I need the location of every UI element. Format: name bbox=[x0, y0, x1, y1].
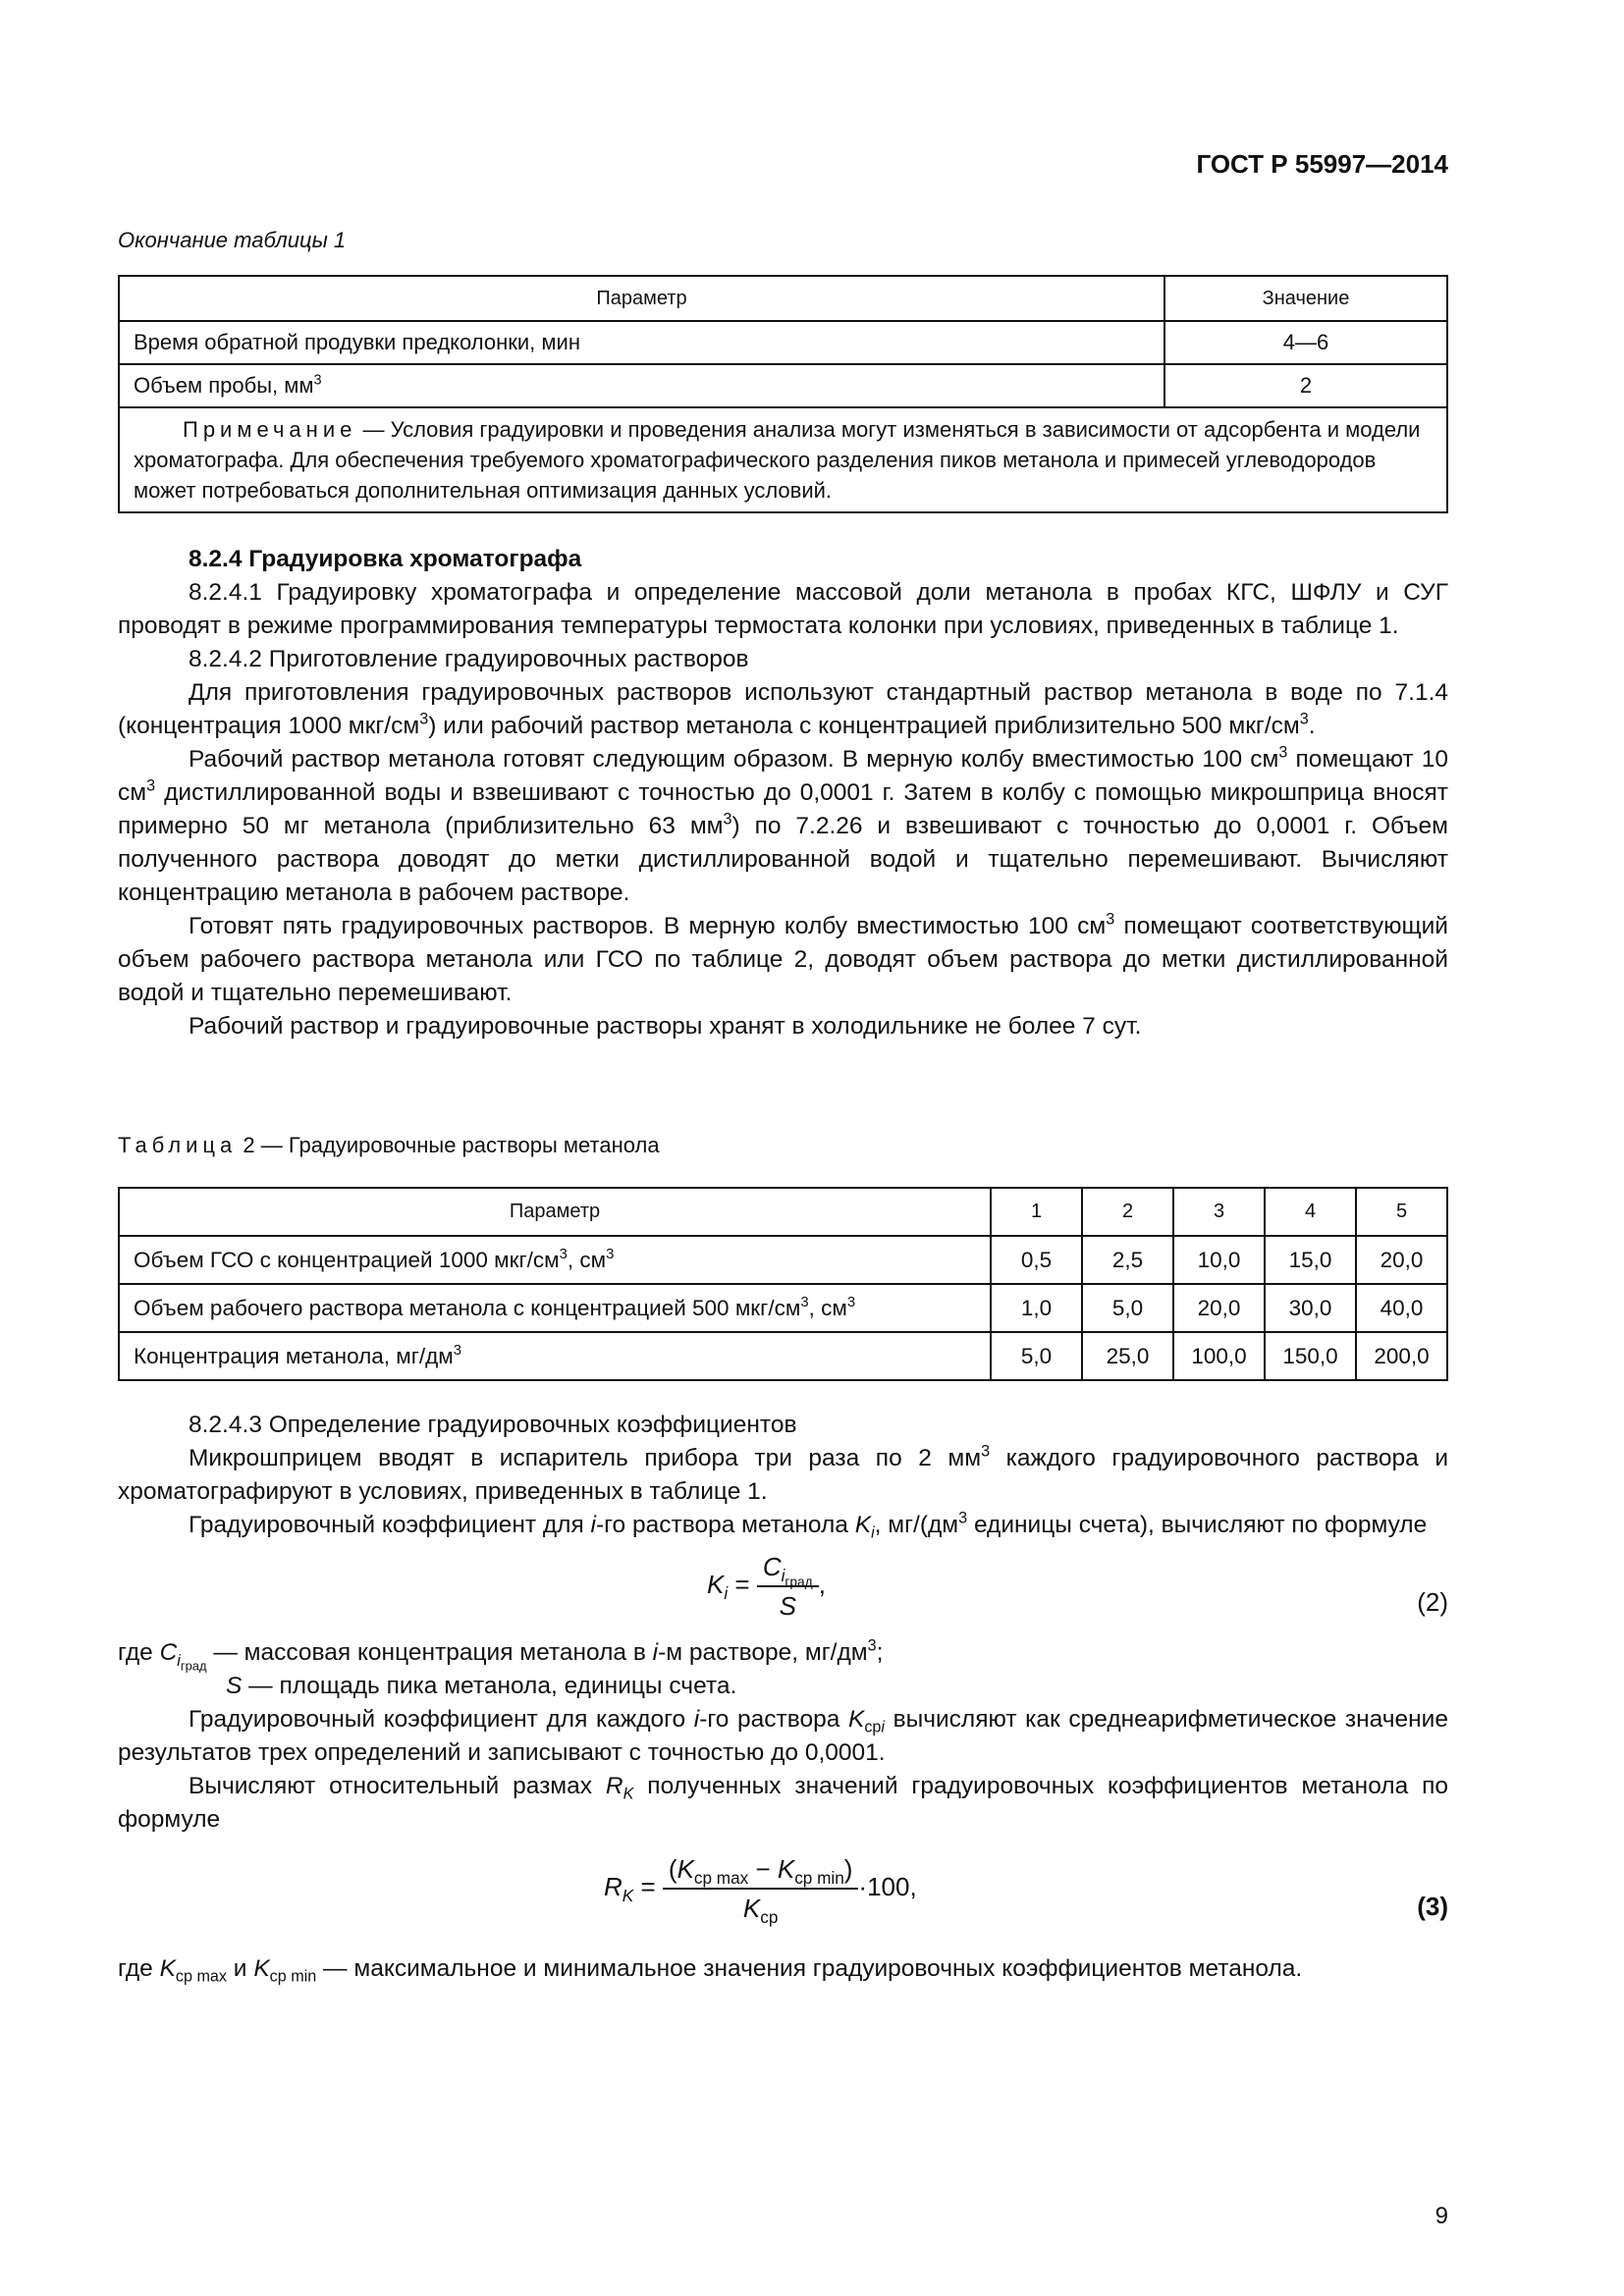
table2-cell: 5,0 bbox=[1082, 1284, 1173, 1332]
table2-cell: 2,5 bbox=[1082, 1236, 1173, 1284]
table2-cell: 20,0 bbox=[1173, 1284, 1265, 1332]
paragraph: 8.2.4.2 Приготовление градуировочных растворов bbox=[189, 646, 749, 672]
table1-continuation-label: Окончание таблицы 1 bbox=[118, 228, 347, 252]
table2-header-col: 4 bbox=[1265, 1188, 1356, 1236]
where-clause: где $K_{ср max}$ и $K_{ср min}$ — максимальное и минимальное значения градуировочных коэффициентов метанола. bbox=[118, 1955, 1303, 1986]
equation-number: (2) bbox=[1417, 1587, 1448, 1617]
table1-note bbox=[119, 407, 1447, 512]
table1-cell-param: Время обратной продувки предколонки, мин bbox=[119, 321, 1164, 364]
table2-row-label: Концентрация метанола, $мг/дм^3$ bbox=[119, 1332, 991, 1380]
table2-header-param: Параметр bbox=[119, 1188, 991, 1236]
table2-cell: 20,0 bbox=[1356, 1236, 1447, 1284]
paragraph: Рабочий раствор и градуировочные растворы хранят в холодильнике не более 7 сут. bbox=[189, 1013, 1142, 1040]
table-row bbox=[119, 1236, 1447, 1284]
table2-cell: 1,0 bbox=[991, 1284, 1082, 1332]
table2-cell: 5,0 bbox=[991, 1332, 1082, 1380]
paragraph: Градуировочный коэффициент для каждого i-го раствора $K_{срi}$ вычисляют как среднеарифметическое значение результатов трех определений и записывают с точностью до 0,0001. bbox=[118, 1706, 1448, 1766]
paragraph: Готовят пять градуировочных растворов. В мерную колбу вместимостью 100 $см^3$ помещают соответствующий объем рабочего раствора метанола или ГСО по таблице 2, доводят объем раствора до метки дистиллированной водой и тщательно перемешивают. bbox=[118, 910, 1448, 1006]
where-clause: S — площадь пика метанола, единицы счета. bbox=[226, 1673, 737, 1699]
table1-cell-value: 2 bbox=[1164, 364, 1447, 407]
table2-cell: 200,0 bbox=[1356, 1332, 1447, 1380]
paragraph: Вычисляют относительный размах $R_K$ полученных значений градуировочных коэффициентов метанола по формуле bbox=[118, 1773, 1448, 1833]
table2-header-col: 3 bbox=[1173, 1188, 1265, 1236]
fraction: $\frac{C_{i_{град}}}{S}$ bbox=[757, 1550, 819, 1623]
calibration-coefficients-section bbox=[118, 1409, 1448, 1986]
formula-3: $R_K$ = $\frac{(K_{ср max} - K_{ср min})}{K_{ср}}$ ·100, (3) bbox=[604, 1854, 1448, 1927]
table1-header-row bbox=[119, 276, 1447, 321]
fraction: $\frac{(K_{ср max} - K_{ср min})}{K_{ср}}$ bbox=[663, 1852, 859, 1925]
table1-header-value: Значение bbox=[1164, 276, 1447, 321]
table2-row-label: Объем ГСО с концентрацией 1000 мкг/$см^3$, $см^3$ bbox=[119, 1236, 991, 1284]
page-number: 9 bbox=[1435, 2203, 1448, 2229]
paragraph: Микрошприцем вводят в испаритель прибора три раза по 2 $мм^3$ каждого градуировочного раствора и хроматографируют в условиях, приведенных в таблице 1. bbox=[118, 1442, 1448, 1505]
table-row bbox=[119, 321, 1447, 364]
note-label: Примечание bbox=[183, 417, 357, 442]
table2-cell: 100,0 bbox=[1173, 1332, 1265, 1380]
section-body bbox=[118, 543, 1448, 1043]
table-row bbox=[119, 364, 1447, 407]
equation-number: (3) bbox=[1417, 1892, 1448, 1921]
paragraph: Для приготовления градуировочных растворов используют стандартный раствор метанола в воде по 7.1.4 (концентрация 1000 мкг/$см^3$) или рабочий раствор метанола с концентрацией приблизительно 500 мкг/$см^3$. bbox=[118, 679, 1448, 739]
table2-header-col: 1 bbox=[991, 1188, 1082, 1236]
table2-cell: 10,0 bbox=[1173, 1236, 1265, 1284]
table2-row-label: Объем рабочего раствора метанола с концентрацией 500 мкг/$см^3$, $см^3$ bbox=[119, 1284, 991, 1332]
table-row bbox=[119, 1332, 1447, 1380]
paragraph: 8.2.4.1 Градуировку хроматографа и определение массовой доли метанола в пробах КГС, ШФЛУ и СУГ проводят в режиме программирования температуры термостата колонки при условиях, приведенных в таблице 1. bbox=[118, 579, 1448, 639]
section-title: 8.2.4 Градуировка хроматографа bbox=[189, 546, 582, 572]
note-text: — Условия градуировки и проведения анализа могут изменяться в зависимости от адсорбента и модели хроматографа. Для обеспечения требуемого хроматографического разделения пиков метанола и примесей углеводородов может потребоваться дополнительная оптимизация данных условий. bbox=[134, 417, 1421, 503]
table1-note-row bbox=[119, 407, 1447, 512]
paragraph: 8.2.4.3 Определение градуировочных коэффициентов bbox=[189, 1412, 797, 1438]
paragraph: Градуировочный коэффициент для i-го раствора метанола $K_i$, $мг/(дм^3$ единицы счета), вычисляют по формуле bbox=[189, 1509, 1428, 1542]
table2-cell: 30,0 bbox=[1265, 1284, 1356, 1332]
table2-header-col: 2 bbox=[1082, 1188, 1173, 1236]
where-clause: где $C_{i_{град}}$ — массовая концентрация метанола в i-м растворе, $мг/дм^3$; bbox=[118, 1636, 884, 1674]
table1-cell-value: 4—6 bbox=[1164, 321, 1447, 364]
table1-header-param: Параметр bbox=[119, 276, 1164, 321]
formula-2: $K_i$ = $\frac{C_{i_{град}}}{S}$ , (2) bbox=[707, 1552, 1448, 1621]
table2-header-row bbox=[119, 1188, 1447, 1236]
table2-cell: 0,5 bbox=[991, 1236, 1082, 1284]
table-row bbox=[119, 1284, 1447, 1332]
table1-cell-param: Объем пробы, $мм^3$ bbox=[119, 364, 1164, 407]
table2-cell: 40,0 bbox=[1356, 1284, 1447, 1332]
table2-cell: 15,0 bbox=[1265, 1236, 1356, 1284]
standard-header: ГОСТ Р 55997—2014 bbox=[1196, 149, 1448, 179]
table1 bbox=[118, 275, 1448, 513]
table2-caption: Таблица 2 — Градуировочные растворы метанола bbox=[118, 1133, 660, 1157]
table2-cell: 25,0 bbox=[1082, 1332, 1173, 1380]
table2-cell: 150,0 bbox=[1265, 1332, 1356, 1380]
table2-header-col: 5 bbox=[1356, 1188, 1447, 1236]
paragraph: Рабочий раствор метанола готовят следующим образом. В мерную колбу вместимостью 100 $см^3$ помещают 10 $см^3$ дистиллированной воды и взвешивают с точностью до 0,0001 г. Затем в колбу с помощью микрошприца вносят примерно 50 мг метанола (приблизительно 63 $мм^3$) по 7.2.26 и взвешивают с точностью до 0,0001 г. Объем полученного раствора доводят до метки дистиллированной водой и тщательно перемешивают. Вычисляют концентрацию метанола в рабочем растворе. bbox=[118, 743, 1448, 906]
table2 bbox=[118, 1187, 1448, 1381]
